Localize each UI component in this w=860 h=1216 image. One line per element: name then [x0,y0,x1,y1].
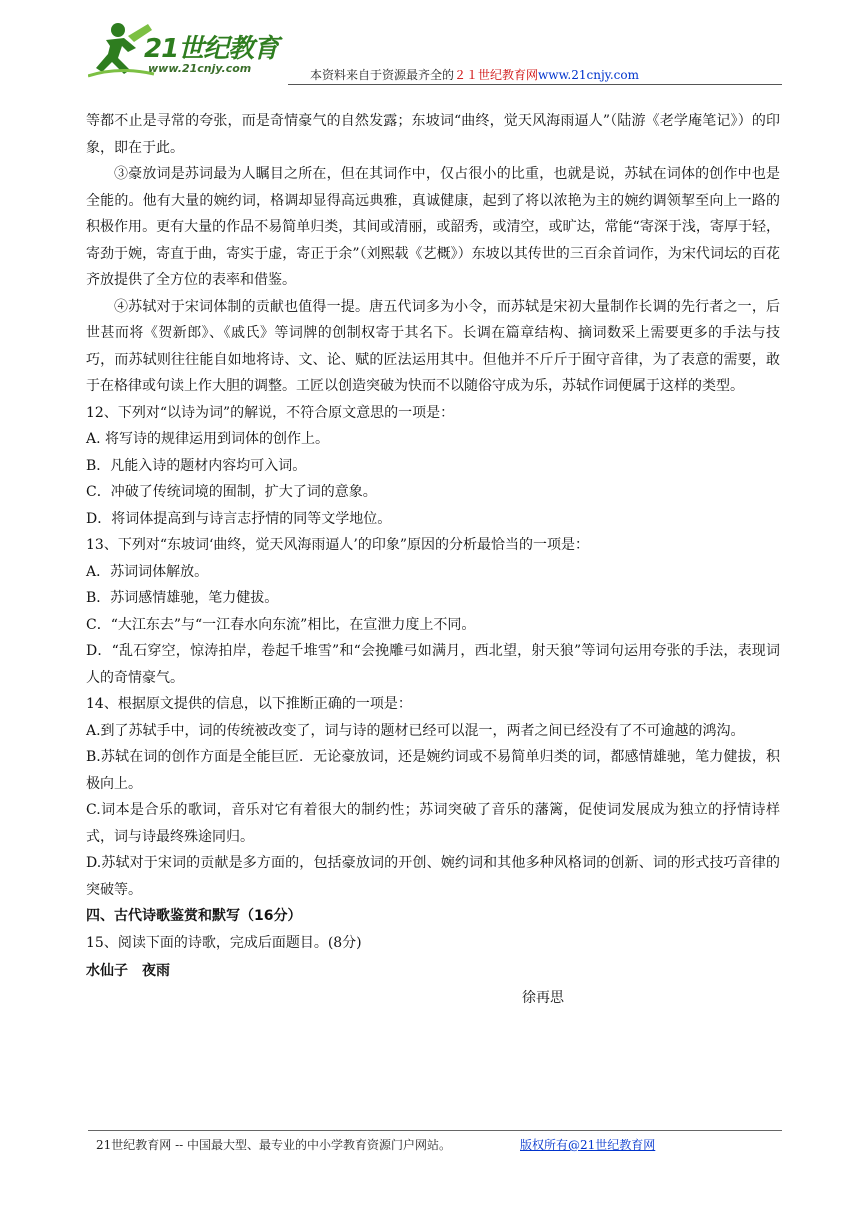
header-note-brand[interactable]: ２１世纪教育网 [454,68,539,82]
question-12-stem: 12、下列对“以诗为词”的解说，不符合原文意思的一项是： [86,404,455,421]
question-13-option-b: B．苏词感情雄驰，笔力健拔。 [86,590,279,606]
question-14-stem: 14、根据原文提供的信息，以下推断正确的一项是： [86,696,412,712]
question-13-option-a: A．苏词词体解放。 [86,563,209,580]
footer-copyright-link[interactable]: 版权所有@21世纪教育网 [520,1138,656,1152]
header-note [310,66,639,83]
question-13-option-c: C．“大江东去”与“一江春水向东流”相比，在宣泄力度上不同。 [86,616,476,633]
logo-text: 21世纪教育 [144,34,279,64]
page-footer [96,1136,656,1153]
paragraph-4: ④苏轼对于宋词体制的贡献也值得一提。唐五代词多为小令，而苏轼是宋初大量制作长调的先行者之一，后世甚而将《贺新郎》、《戚氏》等词牌的创制权寄于其名下。长调在篇章结构、摘词数采上需要更多的手法与技巧，而苏轼则往往能自如地将诗、文、论、赋的匠法运用其中。但他并不斤斤于囿守音律，为了表意的需要，敢于在格律或句读上作大胆的调整。工匠以创造突破为快而不以随俗守成为乐，苏轼作词便属于这样的类型。 [86,298,780,394]
question-15-stem: 15、阅读下面的诗歌，完成后面题目。(8分) [86,934,362,951]
question-13-stem: 13、下列对“东坡词‘曲终，觉天风海雨逼人’的印象”原因的分析最恰当的一项是： [86,537,590,553]
document-body [86,108,780,1011]
header-note-prefix: 本资料来自于资源最齐全的 [310,68,455,82]
logo [88,18,298,82]
paragraph-continued: 等都不止是寻常的夸张，而是奇情豪气的自然发露；东坡词“曲终，觉天风海雨逼人”（陆游《老学庵笔记》）的印象，即在于此。 [86,113,780,156]
footer-text: 21世纪教育网 -- 中国最大型、最专业的中小学教育资源门户网站。 [96,1138,452,1152]
paragraph-3: ③豪放词是苏词最为人瞩目之所在，但在其词作中，仅占很小的比重，也就是说，苏轼在词体的创作中也是全能的。他有大量的婉约词，格调却显得高远典雅，真诚健康，起到了将以浓艳为主的婉约调领挈至向上一路的积极作用。更有大量的作品不易简单归类，其间或清丽，或韶秀，或清空，或旷达，常能“寄深于浅，寄厚于轻，寄劲于婉，寄直于曲，寄实于虚，寄正于余”（刘熙载《艺概》）东坡以其传世的三百余首词作，为宋代词坛的百花齐放提供了全方位的表率和借鉴。 [86,166,780,288]
poem-title: 水仙子 夜雨 [86,963,170,979]
question-12-option-c: C．冲破了传统词境的囿制，扩大了词的意象。 [86,484,377,500]
footer-divider [88,1130,782,1131]
page-header [88,18,782,88]
question-14-option-a: A.到了苏轼手中，词的传统被改变了，词与诗的题材已经可以混一，两者之间已经没有了不可逾越的鸿沟。 [86,722,745,739]
poem-author: 徐再思 [522,989,564,1006]
question-12-option-b: B．凡能入诗的题材内容均可入词。 [86,457,307,474]
logo-url: www.21cnjy.com [148,62,252,75]
question-14-option-c: C.词本是合乐的歌词，音乐对它有着很大的制约性；苏词突破了音乐的藩篱，促使词发展成为独立的抒情诗样式，词与诗最终殊途同归。 [86,802,780,845]
question-13-option-d: D．“乱石穿空，惊涛拍岸，卷起千堆雪”和“会挽雕弓如满月，西北望，射天狼”等词句运用夸张的手法，表现词人的奇情豪气。 [86,643,780,686]
question-14-option-b: B.苏轼在词的创作方面是全能巨匠．无论豪放词，还是婉约词或不易简单归类的词，都感情雄驰，笔力健拔，积极向上。 [86,749,780,792]
section-heading: 四、古代诗歌鉴赏和默写（16分） [86,908,302,924]
header-note-url[interactable]: www.21cnjy.com [538,68,639,82]
question-12-option-a: A. 将写诗的规律运用到词体的创作上。 [86,431,330,447]
header-divider [288,84,782,85]
question-12-option-d: D．将词体提高到与诗言志抒情的同等文学地位。 [86,510,392,527]
question-14-option-d: D.苏轼对于宋词的贡献是多方面的，包括豪放词的开创、婉约词和其他多种风格词的创新、词的形式技巧音律的突破等。 [86,855,780,898]
